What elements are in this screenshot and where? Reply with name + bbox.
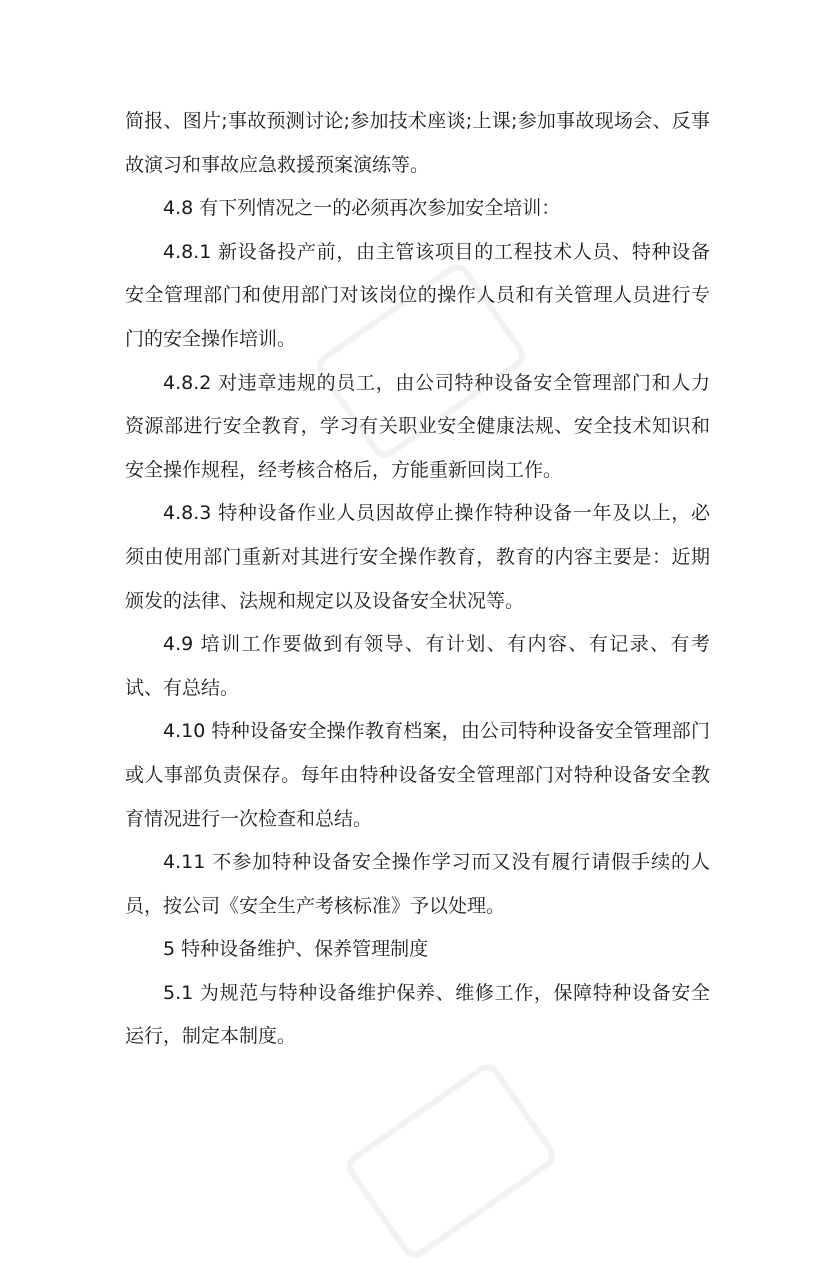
paragraph-4-8-3: 4.8.3 特种设备作业人员因故停止操作特种设备一年及以上，必须由使用部门重新对其进行安全操作教育，教育的内容主要是：近期颁发的法律、法规和规定以及设备安全状况等。 xyxy=(125,502,710,612)
paragraph-continuation: 简报、图片;事故预测讨论;参加技术座谈;上课;参加事故现场会、反事故演习和事故应急救援预案演练等。 xyxy=(125,110,710,176)
section-heading-5: 5 特种设备维护、保养管理制度 xyxy=(163,938,429,961)
paragraph-4-9: 4.9 培训工作要做到有领导、有计划、有内容、有记录、有考试、有总结。 xyxy=(125,633,710,699)
paragraph-4-11: 4.11 不参加特种设备安全操作学习而又没有履行请假手续的人员，按公司《安全生产考核标准》予以处理。 xyxy=(125,851,710,917)
paragraph-4-8: 4.8 有下列情况之一的必须再次参加安全培训： xyxy=(163,197,561,220)
paragraph-4-10: 4.10 特种设备安全操作教育档案，由公司特种设备安全管理部门或人事部负责保存。每年由特种设备安全管理部门对特种设备安全教育情况进行一次检查和总结。 xyxy=(125,720,710,830)
paragraph-4-8-1: 4.8.1 新设备投产前，由主管该项目的工程技术人员、特种设备安全管理部门和使用部门对该岗位的操作人员和有关管理人员进行专门的安全操作培训。 xyxy=(125,240,710,350)
document-body xyxy=(125,100,710,1059)
paragraph-5-1: 5.1 为规范与特种设备维护保养、维修工作，保障特种设备安全运行，制定本制度。 xyxy=(125,981,710,1048)
paragraph-4-8-2: 4.8.2 对违章违规的员工，由公司特种设备安全管理部门和人力资源部进行安全教育，学习有关职业安全健康法规、安全技术知识和安全操作规程，经考核合格后，方能重新回岗工作。 xyxy=(125,371,710,481)
watermark xyxy=(341,1059,560,1263)
